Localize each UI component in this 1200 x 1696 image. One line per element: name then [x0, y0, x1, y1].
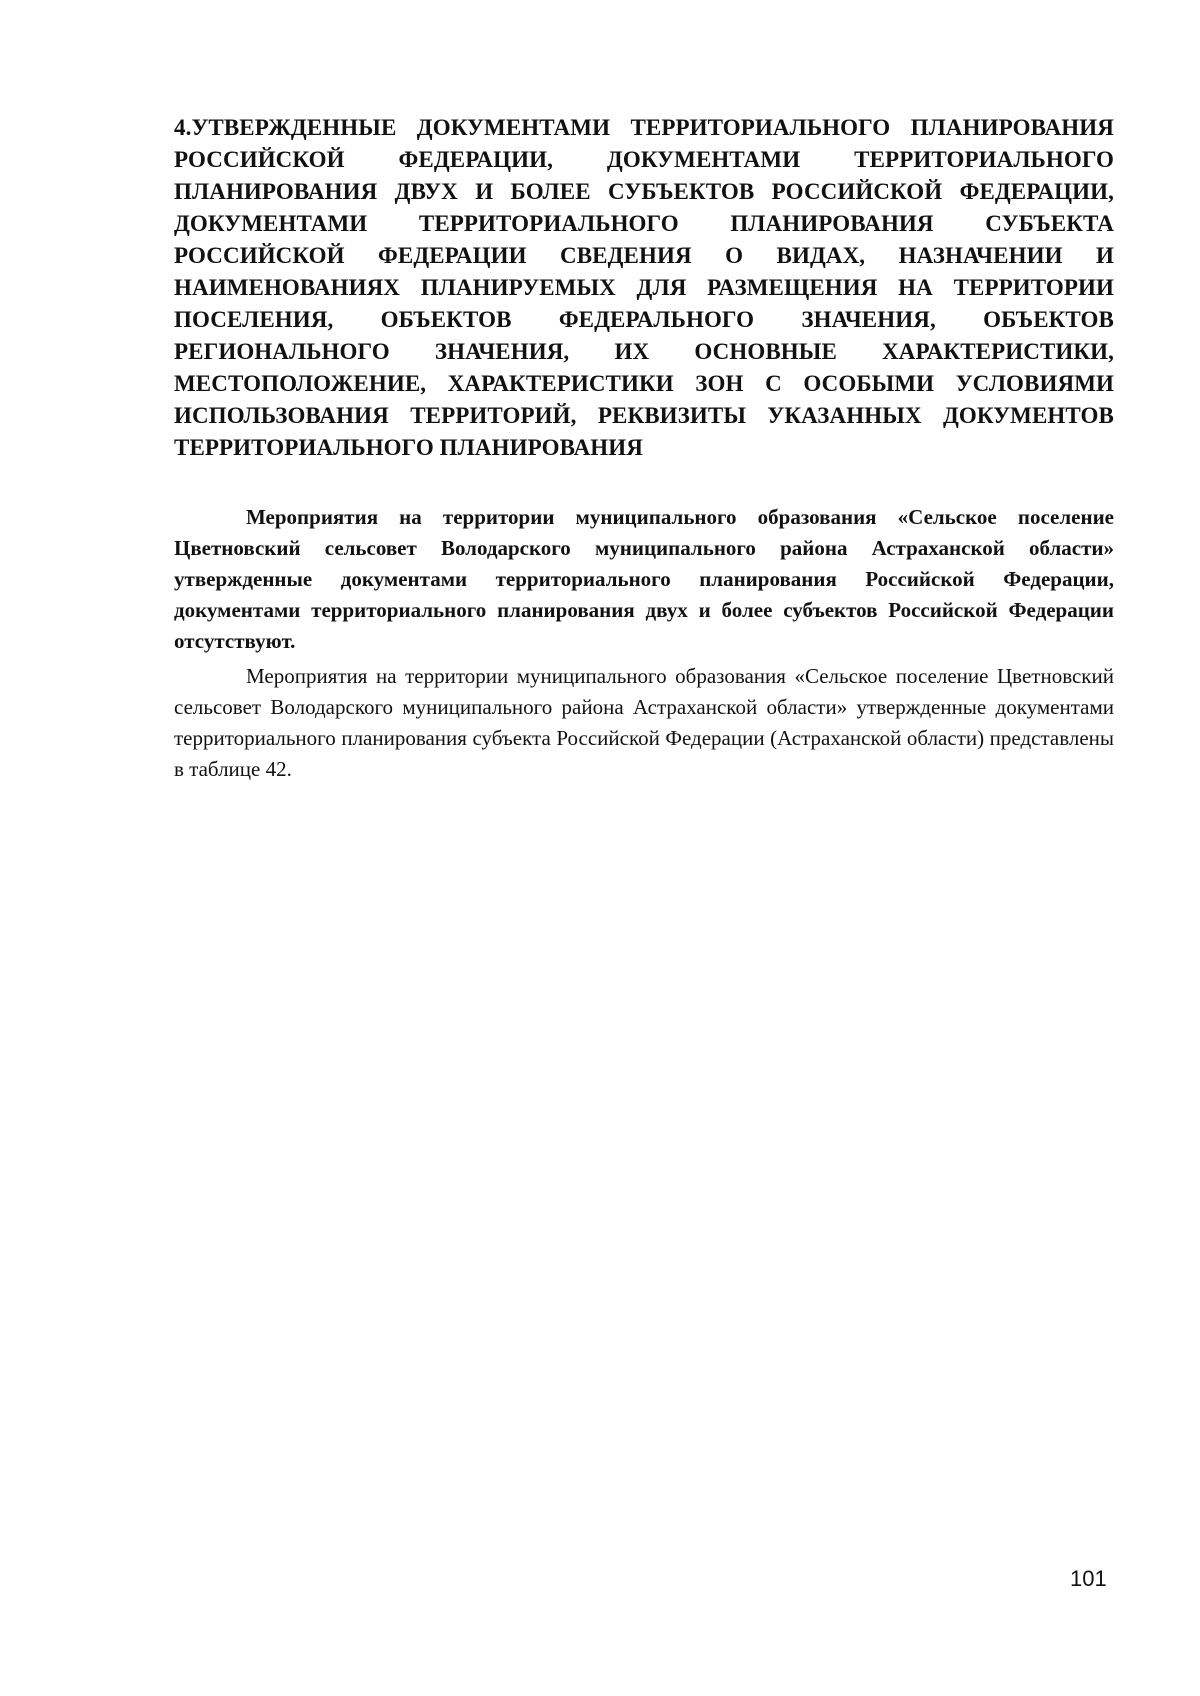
section-heading: 4.УТВЕРЖДЕННЫЕ ДОКУМЕНТАМИ ТЕРРИТОРИАЛЬНОГО ПЛАНИРОВАНИЯ РОССИЙСКОЙ ФЕДЕРАЦИИ, ДОКУМЕНТАМИ ТЕРРИТОРИАЛЬНОГО ПЛАНИРОВАНИЯ ДВУХ И БОЛЕЕ СУБЪЕКТОВ РОССИЙСКОЙ ФЕДЕРАЦИИ, ДОКУМЕНТАМИ ТЕРРИТОРИАЛЬНОГО ПЛАНИРОВАНИЯ СУБЪЕКТА РОССИЙСКОЙ ФЕДЕРАЦИИ СВЕДЕНИЯ О ВИДАХ, НАЗНАЧЕНИИ И НАИМЕНОВАНИЯХ ПЛАНИРУЕМЫХ ДЛЯ РАЗМЕЩЕНИЯ НА ТЕРРИТОРИИ ПОСЕЛЕНИЯ, ОБЪЕКТОВ ФЕДЕРАЛЬНОГО ЗНАЧЕНИЯ, ОБЪЕКТОВ РЕГИОНАЛЬНОГО ЗНАЧЕНИЯ, ИХ ОСНОВНЫЕ ХАРАКТЕРИСТИКИ, МЕСТОПОЛОЖЕНИЕ, ХАРАКТЕРИСТИКИ ЗОН С ОСОБЫМИ УСЛОВИЯМИ ИСПОЛЬЗОВАНИЯ ТЕРРИТОРИЙ, РЕКВИЗИТЫ УКАЗАННЫХ ДОКУМЕНТОВ ТЕРРИТОРИАЛЬНОГО ПЛАНИРОВАНИЯ	[174, 115, 1114, 460]
paragraph-bold: Мероприятия на территории муниципального образования «Сельское поселение Цветновский сельсовет Володарского муниципального района Астраханской области» утвержденные документами территориального планирования Российской Федерации, документами территориального планирования двух и более субъектов Российской Федерации отсутствуют.	[174, 505, 1114, 653]
paragraph-regular: Мероприятия на территории муниципального образования «Сельское поселение Цветновский сельсовет Володарского муниципального района Астраханской области» утвержденные документами территориального планирования субъекта Российской Федерации (Астраханской области) представлены в таблице 42.	[174, 664, 1114, 781]
page-content	[174, 112, 1114, 785]
page-number: 101	[1070, 1566, 1107, 1591]
